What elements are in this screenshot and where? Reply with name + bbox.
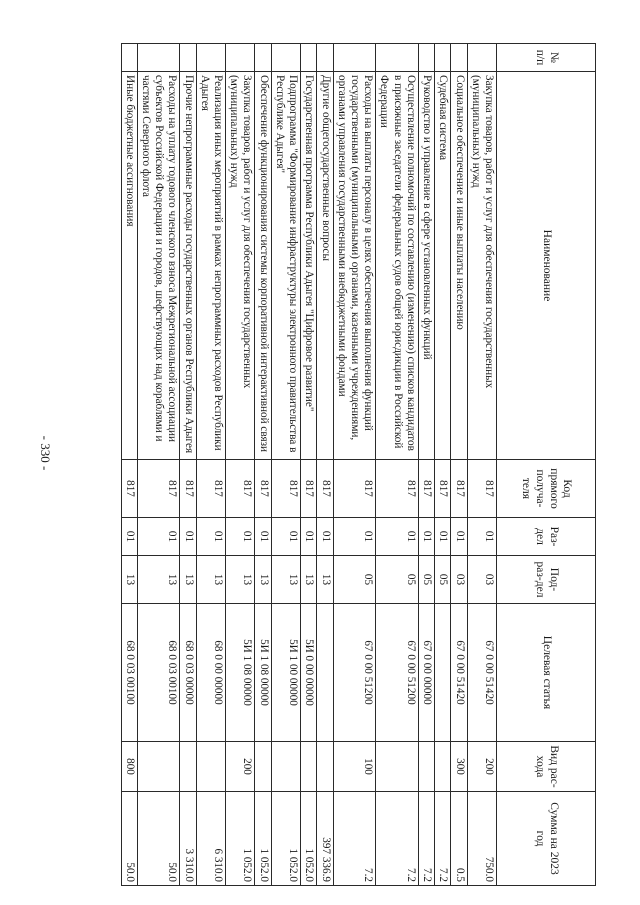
row-target-article — [317, 604, 333, 742]
table-row — [317, 44, 333, 886]
table-header-row — [497, 44, 596, 886]
row-code: 817 — [333, 460, 376, 518]
row-expense-type: 100 — [333, 742, 376, 792]
row-podrazdel: 13 — [317, 556, 333, 604]
row-podrazdel: 13 — [226, 556, 255, 604]
row-name: Обеспечение функционирования системы корпоративной интерактивной связи — [255, 72, 271, 460]
row-expense-type — [418, 742, 434, 792]
row-code: 817 — [121, 460, 137, 518]
row-sum: 1 052.0 — [271, 792, 300, 886]
header-sum-2023: Сумма на 2023 год — [497, 792, 596, 886]
row-podrazdel: 05 — [418, 556, 434, 604]
table-row — [435, 44, 451, 886]
row-target-article: 68 0 03 00100 — [121, 604, 137, 742]
row-target-article: 67 0 00 51420 — [451, 604, 467, 742]
row-number — [196, 44, 225, 72]
row-expense-type — [317, 742, 333, 792]
row-sum: 7.2 — [333, 792, 376, 886]
row-target-article: 5И 1 00 00000 — [271, 604, 300, 742]
row-name: Социальное обеспечение и иные выплаты населению — [451, 72, 467, 460]
row-expense-type — [137, 742, 180, 792]
row-code: 817 — [271, 460, 300, 518]
row-number — [121, 44, 137, 72]
row-razdel: 01 — [376, 518, 419, 556]
header-num: № п/п — [497, 44, 596, 72]
table-row — [121, 44, 137, 886]
row-podrazdel: 03 — [451, 556, 467, 604]
header-code: Код прямого получа-теля — [497, 460, 596, 518]
row-target-article: 68 0 00 00000 — [196, 604, 225, 742]
header-target-article: Целевая статья — [497, 604, 596, 742]
row-name: Другие общегосударственные вопросы — [317, 72, 333, 460]
row-podrazdel: 05 — [376, 556, 419, 604]
row-razdel: 01 — [180, 518, 196, 556]
page-number — [38, 400, 52, 505]
row-number — [376, 44, 419, 72]
row-code: 817 — [467, 460, 496, 518]
row-razdel: 01 — [121, 518, 137, 556]
row-expense-type: 200 — [467, 742, 496, 792]
table-row — [376, 44, 419, 886]
header-razdel: Раз-дел — [497, 518, 596, 556]
row-name: Закупка товаров, работ и услуг для обеспечения государственных (муниципальных) нужд — [226, 72, 255, 460]
row-name: Иные бюджетные ассигнования — [121, 72, 137, 460]
row-sum: 7.2 — [435, 792, 451, 886]
row-code: 817 — [418, 460, 434, 518]
row-code: 817 — [317, 460, 333, 518]
row-number — [301, 44, 317, 72]
row-sum: 0.5 — [451, 792, 467, 886]
row-number — [271, 44, 300, 72]
row-podrazdel: 13 — [271, 556, 300, 604]
row-target-article: 68 0 03 00100 — [137, 604, 180, 742]
row-number — [317, 44, 333, 72]
table-row — [255, 44, 271, 886]
row-code: 817 — [301, 460, 317, 518]
row-expense-type — [376, 742, 419, 792]
row-razdel: 01 — [317, 518, 333, 556]
row-number — [435, 44, 451, 72]
row-razdel: 01 — [418, 518, 434, 556]
row-podrazdel: 13 — [255, 556, 271, 604]
row-expense-type: 800 — [121, 742, 137, 792]
row-expense-type — [255, 742, 271, 792]
row-podrazdel: 05 — [435, 556, 451, 604]
row-razdel: 01 — [255, 518, 271, 556]
row-code: 817 — [451, 460, 467, 518]
table-row — [418, 44, 434, 886]
row-name: Руководство и управление в сфере установленных функций — [418, 72, 434, 460]
row-name: Судебная система — [435, 72, 451, 460]
row-sum: 7.2 — [418, 792, 434, 886]
row-sum: 50.0 — [137, 792, 180, 886]
row-sum: 50.0 — [121, 792, 137, 886]
row-code: 817 — [255, 460, 271, 518]
row-razdel: 01 — [467, 518, 496, 556]
row-podrazdel: 13 — [196, 556, 225, 604]
table-row — [271, 44, 300, 886]
row-number — [451, 44, 467, 72]
row-name: Закупка товаров, работ и услуг для обеспечения государственных (муниципальных) нужд — [467, 72, 496, 460]
row-razdel: 01 — [301, 518, 317, 556]
row-target-article: 67 0 00 00000 — [418, 604, 434, 742]
row-razdel: 01 — [226, 518, 255, 556]
row-podrazdel: 05 — [333, 556, 376, 604]
header-name: Наименование — [497, 72, 596, 460]
header-expense-type: Вид рас-хода — [497, 742, 596, 792]
row-razdel: 01 — [333, 518, 376, 556]
table-row — [137, 44, 180, 886]
row-sum: 1 052.0 — [255, 792, 271, 886]
row-podrazdel: 13 — [121, 556, 137, 604]
row-number — [418, 44, 434, 72]
table-row — [196, 44, 225, 886]
row-expense-type — [435, 742, 451, 792]
row-sum: 1 052.0 — [301, 792, 317, 886]
row-expense-type: 200 — [226, 742, 255, 792]
row-sum: 1 052.0 — [226, 792, 255, 886]
header-podrazdel: Под-раз-дел — [497, 556, 596, 604]
row-number — [333, 44, 376, 72]
row-target-article: 68 0 03 00000 — [180, 604, 196, 742]
table-row — [467, 44, 496, 886]
row-razdel: 01 — [137, 518, 180, 556]
row-code: 817 — [196, 460, 225, 518]
row-code: 817 — [435, 460, 451, 518]
row-podrazdel: 03 — [467, 556, 496, 604]
row-number — [180, 44, 196, 72]
row-target-article: 67 0 00 51420 — [467, 604, 496, 742]
row-sum: 3 310.0 — [180, 792, 196, 886]
row-podrazdel: 13 — [301, 556, 317, 604]
row-number — [226, 44, 255, 72]
row-expense-type — [301, 742, 317, 792]
rotated-table-page — [60, 43, 596, 885]
row-name: Реализация иных мероприятий в рамках непрограммных расходов Республики Адыгея — [196, 72, 225, 460]
row-target-article — [435, 604, 451, 742]
row-podrazdel: 13 — [137, 556, 180, 604]
row-expense-type — [196, 742, 225, 792]
row-name: Государственная программа Республики Адыгея "Цифровое развитие" — [301, 72, 317, 460]
row-name: Расходы на выплаты персоналу в целях обеспечения выполнения функций государственными (муниципальными) органами, казенными учреждениями, органами управления государственными внебюджетными фондами — [333, 72, 376, 460]
budget-table — [121, 43, 596, 886]
row-name: Осуществление полномочий по составлению (изменению) списков кандидатов в присяжные заседатели федеральных судов общей юрисдикции в Российской Федерации — [376, 72, 419, 460]
row-razdel: 01 — [435, 518, 451, 556]
table-row — [226, 44, 255, 886]
page-number-text: - 330 - — [38, 435, 53, 470]
row-code: 817 — [376, 460, 419, 518]
row-name: Расходы на уплату годового членского взноса Межрегиональной ассоциации субъектов Российской Федерации и городов, шефствующих над кораблями и частями Северного флота — [137, 72, 180, 460]
row-number — [137, 44, 180, 72]
row-code: 817 — [137, 460, 180, 518]
table-row — [301, 44, 317, 886]
row-expense-type — [180, 742, 196, 792]
row-expense-type: 300 — [451, 742, 467, 792]
row-razdel: 01 — [451, 518, 467, 556]
row-podrazdel: 13 — [180, 556, 196, 604]
row-number — [467, 44, 496, 72]
row-sum: 397 336.9 — [317, 792, 333, 886]
table-row — [451, 44, 467, 886]
row-sum: 6 310.0 — [196, 792, 225, 886]
row-razdel: 01 — [271, 518, 300, 556]
row-name: Прочие непрограммные расходы государственных органов Республики Адыгея — [180, 72, 196, 460]
row-code: 817 — [226, 460, 255, 518]
row-expense-type — [271, 742, 300, 792]
row-target-article: 67 0 00 51200 — [333, 604, 376, 742]
row-sum: 7.2 — [376, 792, 419, 886]
row-code: 817 — [180, 460, 196, 518]
row-target-article: 67 0 00 51200 — [376, 604, 419, 742]
table-row — [333, 44, 376, 886]
row-target-article: 5И 1 08 00000 — [255, 604, 271, 742]
row-sum: 750.0 — [467, 792, 496, 886]
table-row — [180, 44, 196, 886]
row-target-article: 5И 0 00 00000 — [301, 604, 317, 742]
row-number — [255, 44, 271, 72]
row-name: Подпрограмма "Формирование инфраструктуры электронного правительства в Республике Адыгея" — [271, 72, 300, 460]
row-target-article: 5И 1 08 00000 — [226, 604, 255, 742]
row-razdel: 01 — [196, 518, 225, 556]
table-body — [121, 44, 496, 886]
